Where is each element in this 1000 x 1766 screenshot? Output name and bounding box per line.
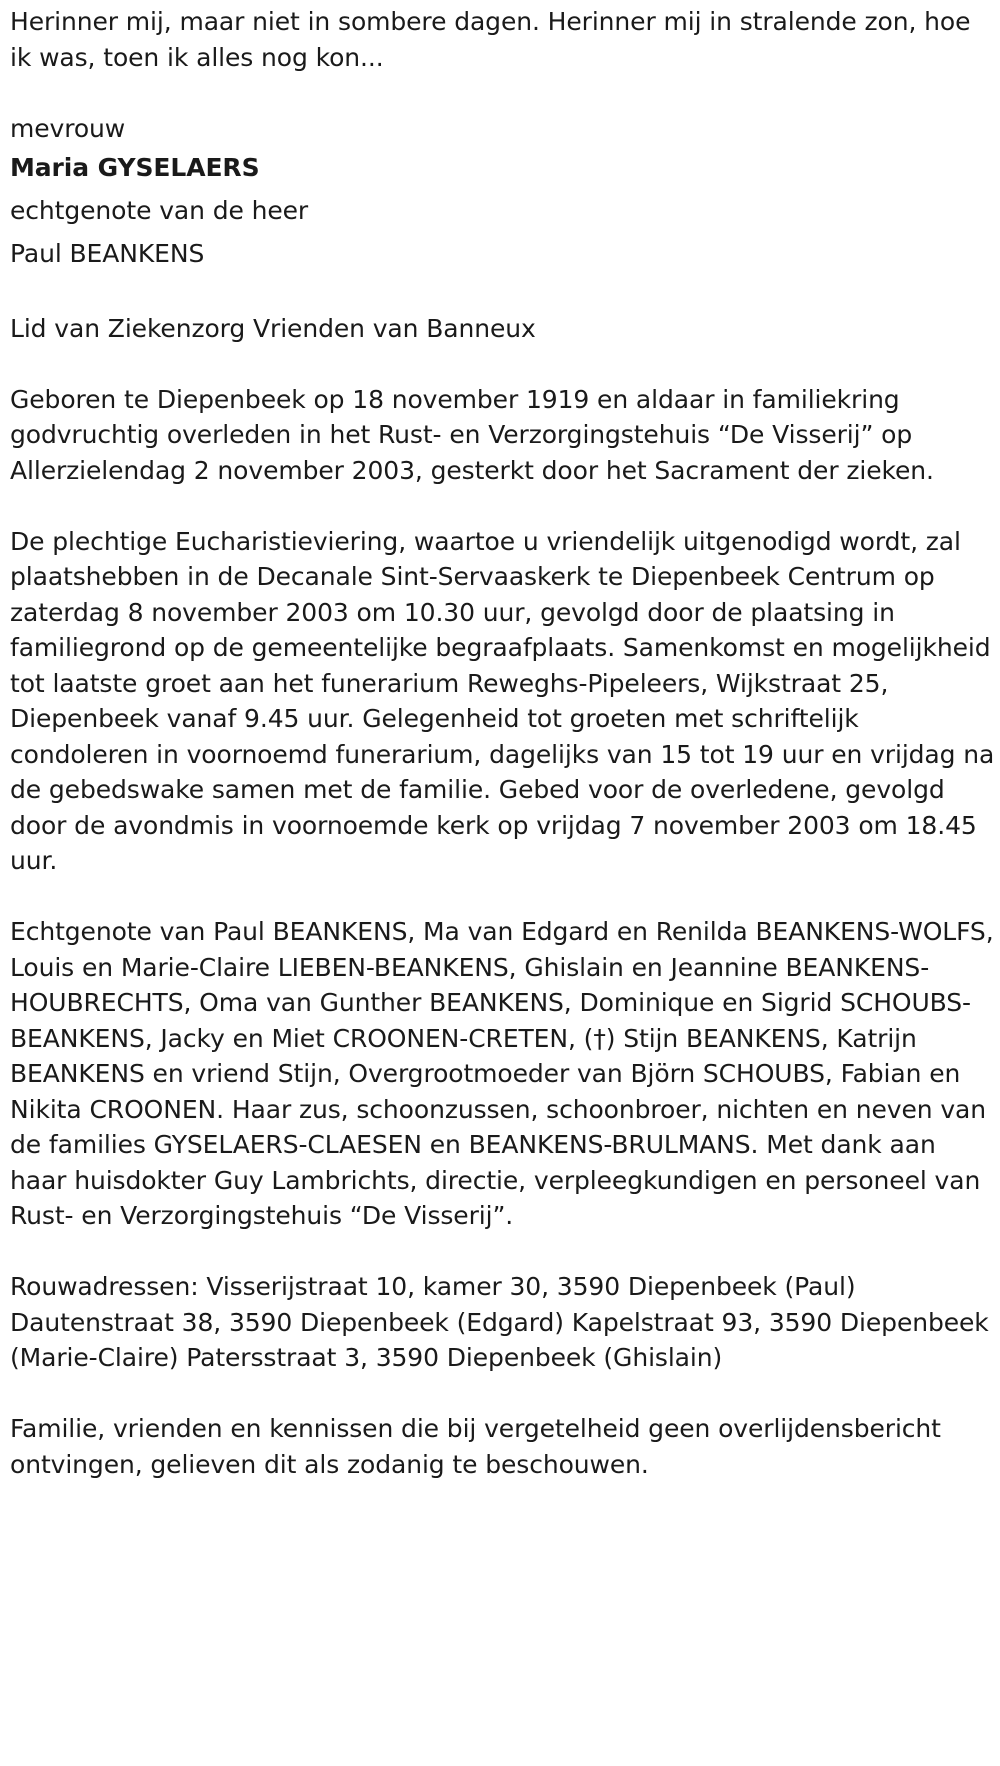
deceased-name: Maria GYSELAERS	[10, 153, 260, 182]
spouse-intro: echtgenote van de heer	[10, 196, 309, 225]
membership: Lid van Ziekenzorg Vrienden van Banneux	[10, 313, 536, 343]
death-notice	[10, 4, 995, 1482]
ceremony-paragraph: De plechtige Eucharistieviering, waartoe u vriendelijk uitgenodigd wordt, zal plaatshebben in de Decanale Sint-Servaaskerk te Diepenbeek Centrum op zaterdag 8 november 2003 om 10.30 uur, gevolgd door de plaatsing in familiegrond op de gemeentelijke begraafplaats. Samenkomst en mogelijkheid tot laatste groet aan het funerarium Reweghs-Pipeleers, Wijkstraat 25, Diepenbeek vanaf 9.45 uur. Gelegenheid tot groeten met schriftelijk condoleren in voornoemd funerarium, dagelijks van 15 tot 19 uur en vrijdag na de gebedswake samen met de familie. Gebed voor de overledene, gevolgd door de avondmis in voornoemde kerk op vrijdag 7 november 2003 om 18.45 uur.	[10, 526, 995, 875]
addresses-paragraph: Rouwadressen: Visserijstraat 10, kamer 30, 3590 Diepenbeek (Paul) Dautenstraat 38, 3590 Diepenbeek (Edgard) Kapelstraat 93, 3590 Diepenbeek (Marie-Claire) Patersstraat 3, 3590 Diepenbeek (Ghislain)	[10, 1272, 989, 1372]
title-prefix: mevrouw	[10, 113, 126, 143]
spouse-name: Paul BEANKENS	[10, 239, 205, 268]
family-paragraph: Echtgenote van Paul BEANKENS, Ma van Edgard en Renilda BEANKENS-WOLFS, Louis en Marie-Claire LIEBEN-BEANKENS, Ghislain en Jeannine BEANKENS-HOUBRECHTS, Oma van Gunther BEANKENS, Dominique en Sigrid SCHOUBS-BEANKENS, Jacky en Miet CROONEN-CRETEN, (†) Stijn BEANKENS, Katrijn BEANKENS en vriend Stijn, Overgrootmoeder van Björn SCHOUBS, Fabian en Nikita CROONEN. Haar zus, schoonzussen, schoonbroer, nichten en neven van de families GYSELAERS-CLAESEN en BEANKENS-BRULMANS. Met dank aan haar huisdokter Guy Lambrichts, directie, verpleegkundigen en personeel van Rust- en Verzorgingstehuis “De Visserij”.	[10, 917, 994, 1230]
closing-paragraph: Familie, vrienden en kennissen die bij vergetelheid geen overlijdensbericht ontvingen, gelieven dit als zodanig te beschouwen.	[10, 1414, 941, 1479]
birth-death-paragraph: Geboren te Diepenbeek op 18 november 1919 en aldaar in familiekring godvruchtig overleden in het Rust- en Verzorgingstehuis “De Visserij” op Allerzielendag 2 november 2003, gesterkt door het Sacrament der zieken.	[10, 384, 934, 485]
memorial-poem: Herinner mij, maar niet in sombere dagen. Herinner mij in stralende zon, hoe ik was, toen ik alles nog kon...	[10, 7, 971, 72]
